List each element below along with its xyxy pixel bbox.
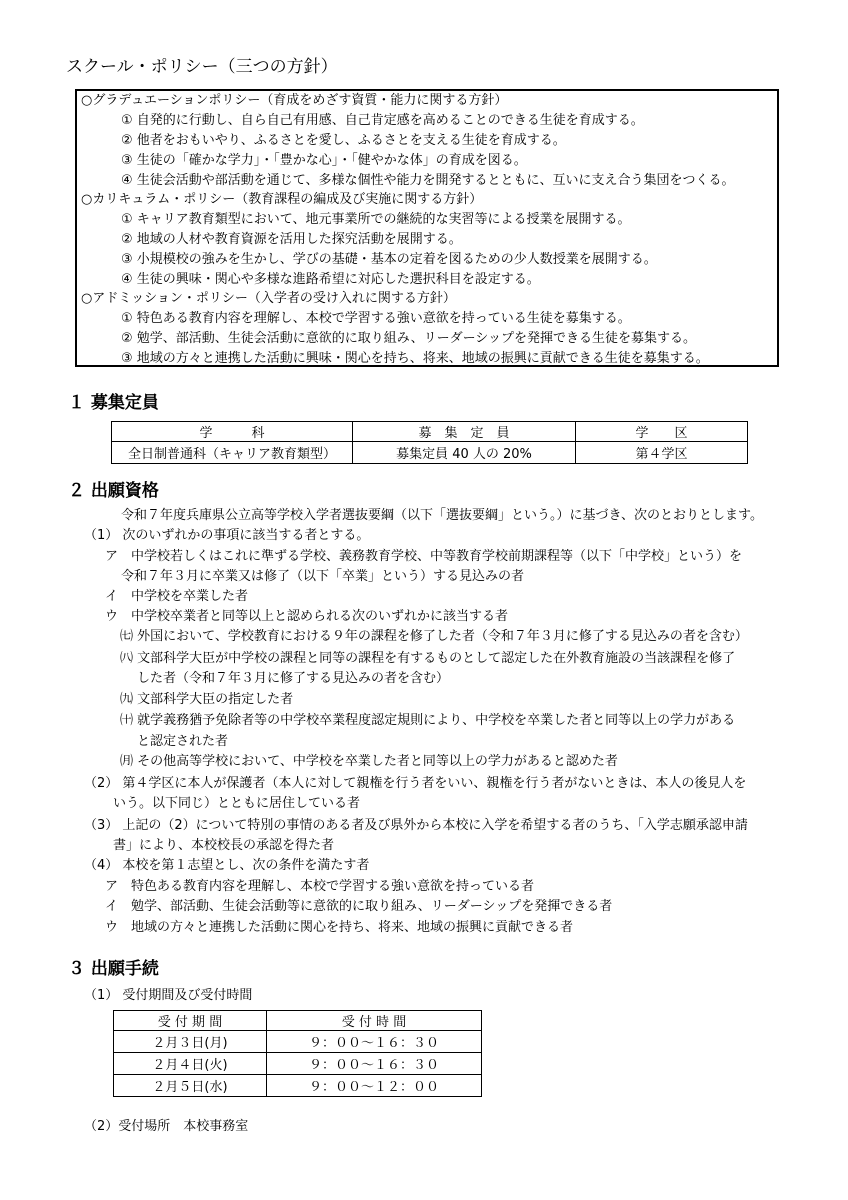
policy-item: ② 他者をおもいやり、ふるさとを愛し、ふるさとを支える生徒を育成する。 [121,133,566,148]
capacity-cell-district: 第４学区 [576,442,748,464]
eligibility-line: ㈩ 就学義務猶予免除者等の中学校卒業程度認定規則により、中学校を卒業した者と同等以上の学力がある [120,713,736,728]
eligibility-line: ㈨ 文部科学大臣の指定した者 [120,692,294,707]
eligibility-line: ウ 中学校卒業者と同等以上と認められる次のいずれかに該当する者 [105,609,509,624]
capacity-header-quota: 募 集 定 員 [353,422,576,442]
reception-date: ２月３日(月) [114,1031,267,1053]
eligibility-line: ㈪ その他高等学校において、中学校を卒業した者と同等以上の学力があると認めた者 [120,754,618,769]
eligibility-line: （2） 第４学区に本人が保護者（本人に対して親権を行う者をいい、親権を行う者がないときは、本人の後見人を [84,776,747,791]
policy-item: ② 勉学、部活動、生徒会活動に意欲的に取り組み、リーダーシップを発揮できる生徒を募集する。 [121,331,697,346]
eligibility-line: （1） 次のいずれかの事項に該当する者とする。 [84,528,370,543]
reception-date: ２月５日(水) [114,1075,267,1097]
eligibility-line: イ 勉学、部活動、生徒会活動等に意欲的に取り組み、リーダーシップを発揮できる者 [105,899,613,914]
eligibility-line: いう。以下同じ）とともに居住している者 [113,796,361,811]
section-heading-capacity: １ 募集定員 [68,393,159,413]
policy-item: ③ 小規模校の強みを生かし、学びの基礎・基本の定着を図るための少人数授業を展開する。 [121,252,657,267]
eligibility-line: ㈧ 文部科学大臣が中学校の課程と同等の課程を有するものとして認定した在外教育施設の当該課程を修了 [120,651,736,666]
eligibility-line: （3） 上記の（2）について特別の事情のある者及び県外から本校に入学を希望する者のうち、「入学志願承認申請 [84,818,748,833]
policy-item: ① キャリア教育類型において、地元事業所での継続的な実習等による授業を展開する。 [121,212,631,227]
eligibility-line: と認定された者 [137,734,229,749]
eligibility-line: 書」により、本校校長の承認を得た者 [113,838,335,853]
eligibility-line: ㈦ 外国において、学校教育における９年の課程を修了した者（令和７年３月に修了する見込みの者を含む） [120,629,748,644]
reception-table [113,1010,482,1097]
reception-header-date: 受 付 期 間 [114,1011,267,1031]
section-heading-procedure: ３ 出願手続 [68,959,159,979]
capacity-header-district: 学 区 [576,422,748,442]
reception-period-label: （1） 受付期間及び受付時間 [84,988,253,1003]
reception-time: ９：００～１２：００ [267,1075,482,1097]
eligibility-line: ア 中学校若しくはこれに準ずる学校、義務教育学校、中等教育学校前期課程等（以下「中学校」という）を [105,549,743,564]
policy-item: ③ 生徒の「確かな学力」・「豊かな心」・「健やかな体」の育成を図る。 [121,153,527,168]
graduation-policy-heading: ○グラデュエーションポリシー（育成をめざす資質・能力に関する方針） [81,93,508,108]
policy-item: ④ 生徒の興味・関心や多様な進路希望に対応した選択科目を設定する。 [121,272,540,287]
reception-header-time: 受 付 時 間 [267,1011,482,1031]
reception-time: ９：００～１６：３０ [267,1053,482,1075]
policy-item: ① 自発的に行動し、自ら自己有用感、自己肯定感を高めることのできる生徒を育成する。 [121,113,644,128]
policy-item: ④ 生徒会活動や部活動を通じて、多様な個性や能力を開発するとともに、互いに支え合う集団をつくる。 [121,173,735,188]
reception-place: （2）受付場所 本校事務室 [84,1119,249,1134]
capacity-header-department: 学 科 [112,422,353,442]
eligibility-line: ア 特色ある教育内容を理解し、本校で学習する強い意欲を持っている者 [105,879,535,894]
capacity-cell-quota: 募集定員 40 人の 20% [353,442,576,464]
reception-time: ９：００～１６：３０ [267,1031,482,1053]
admission-policy-heading: ○アドミッション・ポリシー（入学者の受け入れに関する方針） [81,291,456,306]
policy-item: ① 特色ある教育内容を理解し、本校で学習する強い意欲を持っている生徒を募集する。 [121,311,631,326]
curriculum-policy-heading: ○カリキュラム・ポリシー（教育課程の編成及び実施に関する方針） [81,192,483,207]
section-heading-eligibility: ２ 出願資格 [68,481,159,501]
eligibility-line: （4） 本校を第１志望とし、次の条件を満たす者 [84,858,370,873]
eligibility-line: した者（令和７年３月に修了する見込みの者を含む） [137,671,450,686]
capacity-table [111,421,748,464]
policy-item: ② 地域の人材や教育資源を活用した探究活動を展開する。 [121,232,462,247]
eligibility-line: 令和７年３月に卒業又は修了（以下「卒業」という）する見込みの者 [121,569,525,584]
capacity-cell-department: 全日制普通科（キャリア教育類型） [112,442,353,464]
page-title: スクール・ポリシー（三つの方針） [66,57,338,77]
eligibility-line: イ 中学校を卒業した者 [105,589,249,604]
policy-item: ③ 地域の方々と連携した活動に興味・関心を持ち、将来、地域の振興に貢献できる生徒を募集する。 [121,351,709,366]
reception-date: ２月４日(火) [114,1053,267,1075]
eligibility-line: ウ 地域の方々と連携した活動に関心を持ち、将来、地域の振興に貢献できる者 [105,920,574,935]
eligibility-line: 令和７年度兵庫県公立高等学校入学者選抜要綱（以下「選抜要綱」という。）に基づき、次のとおりとします。 [121,508,763,523]
